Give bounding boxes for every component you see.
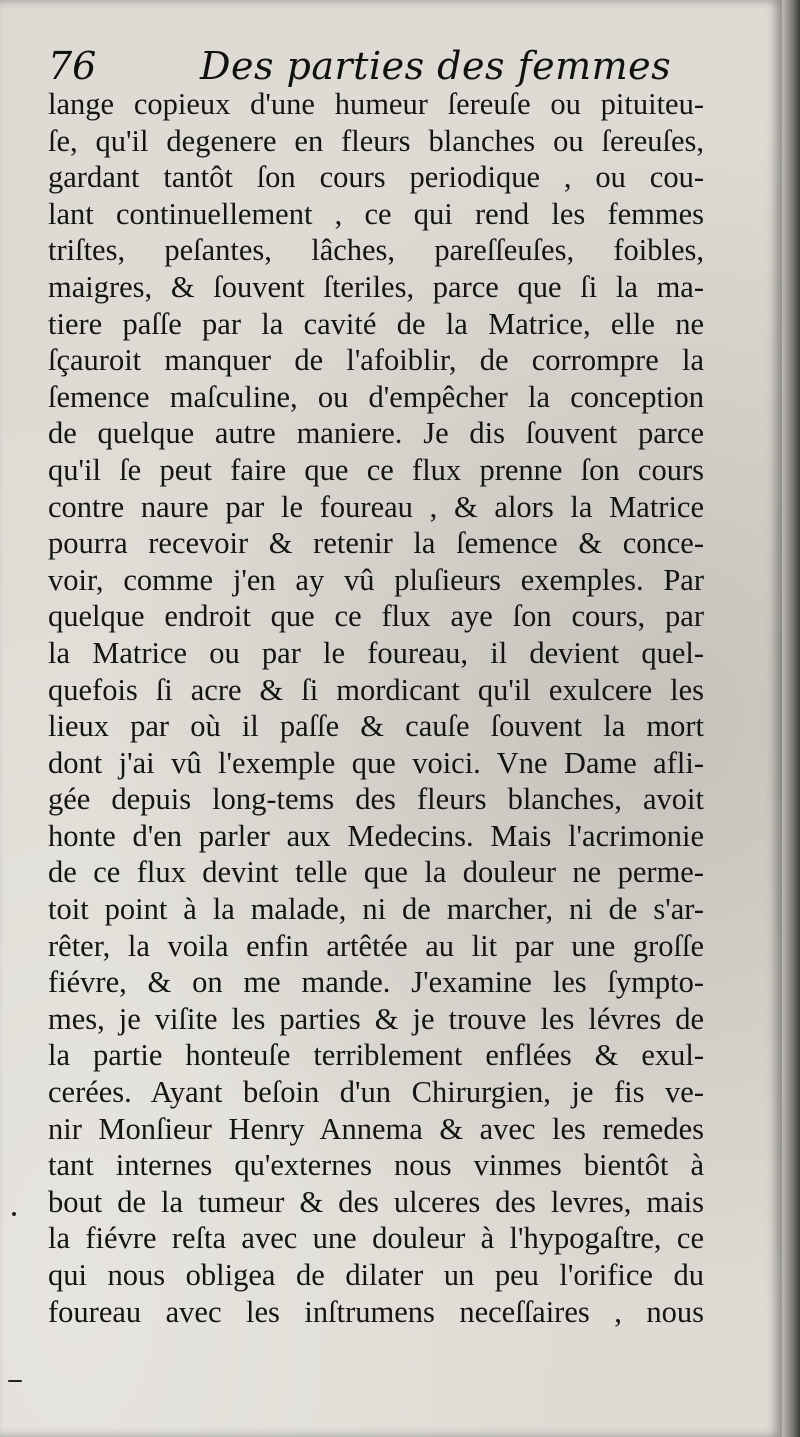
page-edge-shadow — [782, 0, 800, 1437]
ink-speck — [12, 1212, 16, 1216]
text-line: ſemence maſculine, ou d'empêcher la conception — [48, 379, 704, 414]
text-line: lant continuellement , ce qui rend les femmes — [48, 196, 704, 231]
text-line: lieux par où il paſſe & cauſe ſouvent la mort — [48, 709, 704, 744]
text-line: ſçauroit manquer de l'afoiblir, de corrompre la — [48, 343, 704, 378]
text-line: de quelque autre maniere. Je dis ſouvent parce — [48, 416, 704, 451]
text-line: lange copieux d'une humeur ſereuſe ou pituiteu- — [48, 87, 704, 121]
text-line: tiere paſſe par la cavité de la Matrice, elle ne — [48, 306, 704, 341]
text-line: de ce flux devint telle que la douleur ne perme- — [48, 855, 704, 890]
text-line: toit point à la malade, ni de marcher, ni de s'ar- — [48, 892, 704, 927]
text-line: mes, je viſite les parties & je trouve les lévres de — [48, 1001, 704, 1036]
text-line: gardant tantôt ſon cours periodique , ou cou- — [48, 160, 704, 195]
text-line: maigres, & ſouvent ſteriles, parce que ſi la ma- — [48, 269, 704, 304]
text-line: bout de la tumeur & des ulceres des levres, mais — [48, 1184, 704, 1219]
body-text — [48, 86, 704, 1330]
text-line: voir, comme j'en ay vû pluſieurs exemples. Par — [48, 562, 704, 597]
text-line: qui nous obligea de dilater un peu l'orifice du — [48, 1258, 704, 1292]
text-line: foureau avec les inſtrumens neceſſaires , nous — [48, 1294, 704, 1329]
text-line: triſtes, peſantes, lâches, pareſſeuſes, foibles, — [48, 233, 704, 268]
text-line: rêter, la voila enfin artêtée au lit par une groſſe — [48, 928, 704, 963]
text-line: la partie honteuſe terriblement enflées & exul- — [48, 1038, 704, 1073]
text-line: pourra recevoir & retenir la ſemence & conce- — [48, 526, 704, 561]
text-line: contre naure par le foureau , & alors la Matrice — [48, 489, 704, 524]
text-line: fiévre, & on me mande. J'examine les ſympto- — [48, 965, 704, 1000]
ink-speck — [8, 1380, 22, 1382]
text-line: tant internes qu'externes nous vinmes bientôt à — [48, 1148, 704, 1183]
text-line: quefois ſi acre & ſi mordicant qu'il exulcere les — [48, 672, 704, 707]
text-line: quelque endroit que ce flux aye ſon cours, par — [48, 599, 704, 634]
text-line: dont j'ai vû l'exemple que voici. Vne Dame afli- — [48, 745, 704, 780]
text-line: la fiévre reſta avec une douleur à l'hypogaſtre, ce — [48, 1221, 704, 1256]
page-number: 76 — [48, 44, 97, 88]
text-line: qu'il ſe peut faire que ce flux prenne ſon cours — [48, 452, 704, 487]
text-line: la Matrice ou par le foureau, il devient quel- — [48, 635, 704, 670]
running-title: Des parties des femmes — [200, 44, 672, 88]
running-head — [48, 40, 728, 92]
text-line: honte d'en parler aux Medecins. Mais l'acrimonie — [48, 818, 704, 853]
text-line: nir Monſieur Henry Annema & avec les remedes — [48, 1111, 704, 1146]
text-line: ſe, qu'il degenere en fleurs blanches ou ſereuſes, — [48, 123, 704, 158]
text-line: gée depuis long-tems des fleurs blanches, avoit — [48, 782, 704, 817]
text-line: cerées. Ayant beſoin d'un Chirurgien, je fis ve- — [48, 1075, 704, 1110]
